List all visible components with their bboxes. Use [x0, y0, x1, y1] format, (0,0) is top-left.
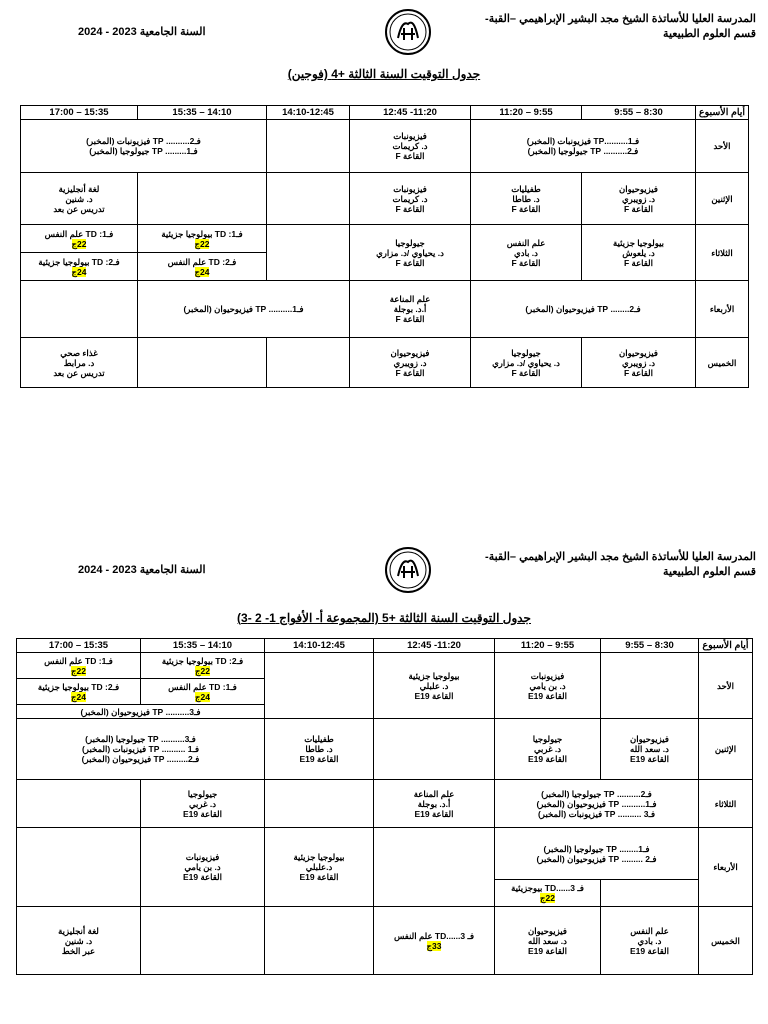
col-header: 9:55 – 8:30	[601, 639, 699, 653]
day-label: الأربعاء	[699, 828, 753, 907]
session-cell: بيولوجيا جزيئية د. يلعوش القاعة F	[582, 225, 696, 281]
empty-cell	[17, 828, 141, 907]
academic-year: السنة الجامعية 2023 - 2024	[78, 26, 206, 38]
session-cell: فيزيونبات د. بن يامي القاعة E19	[141, 828, 265, 907]
td-cell: فـ1: TD علم النفس 22ج	[17, 653, 141, 679]
empty-cell	[267, 120, 350, 173]
day-row	[17, 653, 753, 679]
session-cell: لغة أنجليزية د. شنين عبر الخط	[17, 907, 141, 975]
td-cell: فـ2: TD بيولوجيا جزيئية 22ج	[141, 653, 265, 679]
session-cell: فـ2........ TP فيزيوحيوان (المخبر)	[471, 281, 696, 338]
school-emblem-icon	[384, 546, 432, 594]
session-cell: جيولوجيا د. يحياوي /د. مزاري القاعة F	[350, 225, 471, 281]
session-cell: فيزيونبات د. كريمات القاعة F	[350, 173, 471, 225]
col-header: 9:55 – 8:30	[582, 106, 696, 120]
session-cell: بيولوجيا جزيئية د.علبلي القاعة E19	[265, 828, 374, 907]
day-row	[17, 828, 753, 880]
session-cell: فيزيوحيوان د. زويبري القاعة F	[582, 338, 696, 388]
session-cell: فـ1.......... TP فيزيوحيوان (المخبر)	[138, 281, 350, 338]
empty-cell	[17, 780, 141, 828]
empty-cell	[141, 907, 265, 975]
table-1-title: جدول التوقيت السنة الثالثة +4 (فوجين)	[287, 67, 481, 81]
session-cell: فيزيوحيوان د. زويبري القاعة F	[582, 173, 696, 225]
session-cell: فـ3.......... TP جيولوجيا (المخبر) فـ1 .......... TP فيزيونبات (المخبر) فـ2......... TP فيزيوحيوان (المخبر)	[17, 719, 265, 780]
col-header: أيام الأسبوع	[699, 639, 753, 653]
day-row	[21, 225, 749, 253]
day-label: الإثنين	[696, 173, 749, 225]
school-name: المدرسة العليا للأساتذة الشيخ مجد البشير الإبراهيمي –القبة- قسم العلوم الطبيعية	[485, 551, 756, 578]
session-cell: علم المناعة أ.د. بوجلة القاعة F	[350, 281, 471, 338]
day-label: الأحد	[699, 653, 753, 719]
session-cell: بيولوجيا جزيئية د. علبلي القاعة E19	[374, 653, 495, 719]
timetable-2	[16, 638, 753, 975]
td-cell: فـ2: TD بيولوجيا جزيئية 24ج	[21, 253, 138, 281]
td-cell: فـ1: TD علم النفس 22ج	[21, 225, 138, 253]
td-cell: فـ1: TD بيولوجيا جزيئية 22ج	[138, 225, 267, 253]
empty-cell	[374, 828, 495, 907]
day-row	[17, 719, 753, 780]
col-header: 11:20 – 9:55	[495, 639, 601, 653]
empty-cell	[138, 173, 267, 225]
col-header: 14:10-12:45	[265, 639, 374, 653]
table-2-title: جدول التوقيت السنة الثالثة +5 (المجموعة أ- الأفواج 1- 2 -3)	[237, 611, 531, 625]
col-header: أيام الأسبوع	[696, 106, 749, 120]
header-2	[0, 538, 768, 598]
empty-cell	[601, 880, 699, 907]
day-row	[21, 173, 749, 225]
header-row	[21, 106, 749, 120]
td-cell: فـ2: TD علم النفس 24ج	[138, 253, 267, 281]
session-cell: فيزيوحيوان د. زويبري القاعة F	[350, 338, 471, 388]
day-row	[21, 281, 749, 338]
day-row	[17, 780, 753, 828]
td-cell: فـ1: TD علم النفس 24ج	[141, 679, 265, 705]
empty-cell	[267, 173, 350, 225]
empty-cell	[138, 338, 267, 388]
session-cell: طفيليات د. طاطا القاعة F	[471, 173, 582, 225]
header-row	[17, 639, 753, 653]
session-cell: علم النفس د. بادي القاعة F	[471, 225, 582, 281]
day-label: الأحد	[696, 120, 749, 173]
empty-cell	[265, 780, 374, 828]
col-header: 12:45 -11:20	[350, 106, 471, 120]
session-cell: جيولوجيا د. غربي القاعة E19	[495, 719, 601, 780]
session-cell: طفيليات د. طاطا القاعة E19	[265, 719, 374, 780]
session-cell: فـ3.......... TP فيزيوحيوان (المخبر)	[17, 705, 265, 719]
day-label: الثلاثاء	[696, 225, 749, 281]
empty-cell	[601, 653, 699, 719]
day-label: الأربعاء	[696, 281, 749, 338]
session-cell: علم النفس د. بادي القاعة E19	[601, 907, 699, 975]
session-cell: فـ1........ TP جيولوجيا (المخبر) فـ2 ......... TP فيزيوحيوان (المخبر)	[495, 828, 699, 880]
session-cell: فـ2.......... TP جيولوجيا (المخبر) فـ1.......... TP فيزيوحيوان (المخبر) فـ3 .......... TP فيزيونبات (المخبر)	[495, 780, 699, 828]
day-label: الخميس	[696, 338, 749, 388]
academic-year: السنة الجامعية 2023 - 2024	[78, 564, 206, 576]
col-header: 14:10-12:45	[267, 106, 350, 120]
day-label: الخميس	[699, 907, 753, 975]
empty-cell	[265, 907, 374, 975]
header-1	[0, 0, 768, 60]
school-name: المدرسة العليا للأساتذة الشيخ مجد البشير الإبراهيمي –القبة- قسم العلوم الطبيعية	[485, 13, 756, 40]
empty-cell	[374, 719, 495, 780]
session-cell: فـ2.......... TP فيزيونبات (المخبر) فـ1......... TP جيولوجيا (المخبر)	[21, 120, 267, 173]
day-row	[21, 338, 749, 388]
col-header: 15:35 – 14:10	[141, 639, 265, 653]
session-cell: فيزيونبات د. كريمات القاعة F	[350, 120, 471, 173]
school-emblem-icon	[384, 8, 432, 56]
session-cell: فيزيوحيوان د. سعد الله القاعة E19	[495, 907, 601, 975]
td-cell: فـ2: TD بيولوجيا جزيئية 24ج	[17, 679, 141, 705]
session-cell: علم المناعة أ.د. بوجلة القاعة E19	[374, 780, 495, 828]
td-cell: فـ 3......TD بيوجزيئية 22ج	[495, 880, 601, 907]
session-cell: جيولوجيا د. يحياوي /د. مزاري القاعة F	[471, 338, 582, 388]
col-header: 12:45 -11:20	[374, 639, 495, 653]
day-label: الإثنين	[699, 719, 753, 780]
col-header: 17:00 – 15:35	[17, 639, 141, 653]
day-row	[17, 907, 753, 975]
day-label: الثلاثاء	[699, 780, 753, 828]
col-header: 15:35 – 14:10	[138, 106, 267, 120]
empty-cell	[265, 653, 374, 719]
td-cell: فـ 3......TD علم النفس 33ج	[374, 907, 495, 975]
session-cell: جيولوجيا د. غربي القاعة E19	[141, 780, 265, 828]
session-cell: غذاء صحي د. مرابط تدريس عن بعد	[21, 338, 138, 388]
empty-cell	[267, 338, 350, 388]
empty-cell	[267, 225, 350, 281]
session-cell: فيزيونبات د. بن يامي القاعة E19	[495, 653, 601, 719]
empty-cell	[21, 281, 138, 338]
day-row	[21, 120, 749, 173]
session-cell: فيزيوحيوان د. سعد الله القاعة E19	[601, 719, 699, 780]
col-header: 17:00 – 15:35	[21, 106, 138, 120]
timetable-1	[20, 105, 749, 388]
col-header: 11:20 – 9:55	[471, 106, 582, 120]
session-cell: فـ1..........TP فيزيونبات (المخبر) فـ2.......... TP جيولوجيا (المخبر)	[471, 120, 696, 173]
session-cell: لغة أنجليزية د. شنين تدريس عن بعد	[21, 173, 138, 225]
